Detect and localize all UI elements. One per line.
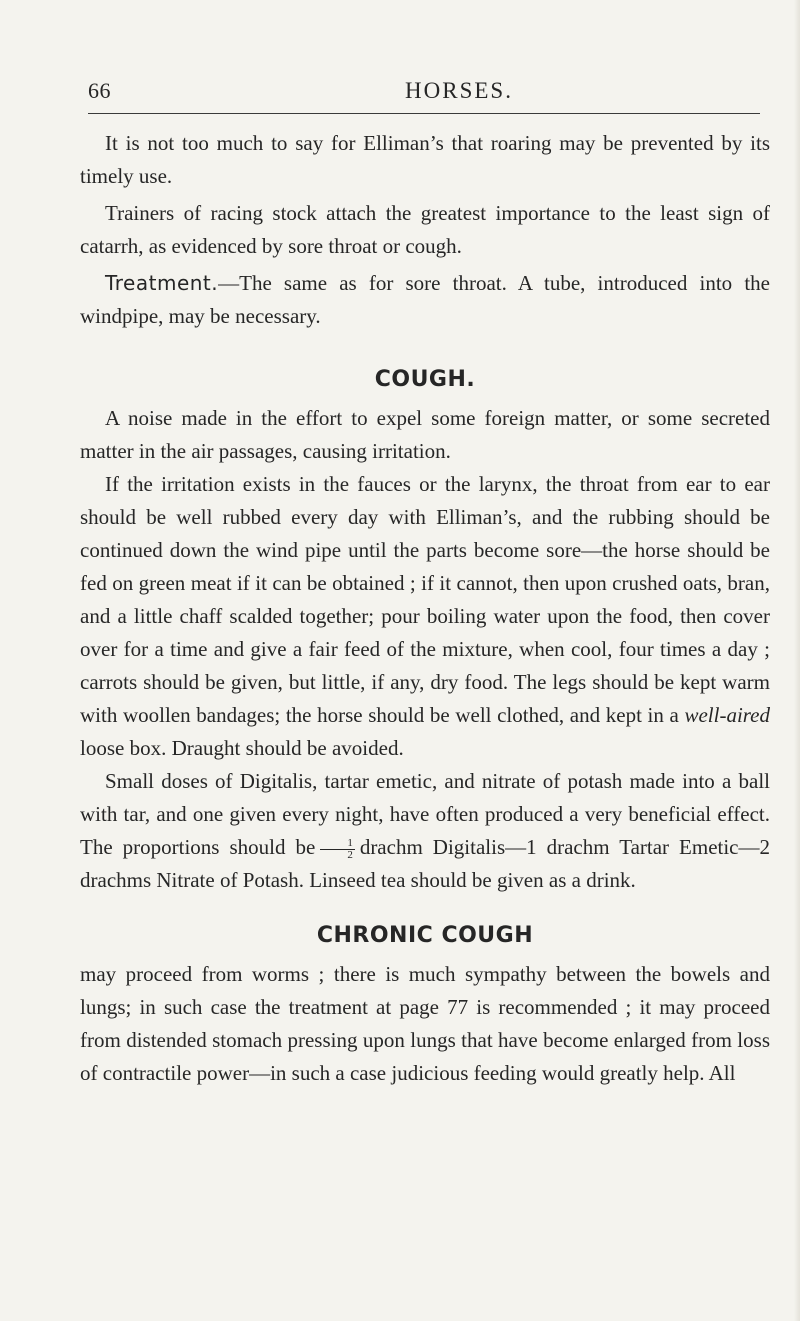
cough-paragraph-3 xyxy=(80,765,770,897)
fraction-numerator: 1 xyxy=(320,838,355,850)
cough-heading: COUGH. xyxy=(374,367,476,392)
half-fraction xyxy=(320,838,355,861)
header-rule xyxy=(88,113,760,114)
chronic-cough-heading: CHRONIC COUGH xyxy=(316,923,534,948)
treatment-label: Treatment. xyxy=(105,271,219,295)
intro-paragraph-2: Trainers of racing stock attach the greatest importance to the least sign of catarrh, as evidenced by sore throat or cough. xyxy=(80,201,770,258)
intro-paragraph-1: It is not too much to say for Elliman’s that roaring may be prevented by its timely use. xyxy=(80,131,770,188)
treatment-paragraph xyxy=(80,267,770,333)
running-title: HORSES. xyxy=(405,78,513,103)
cough-paragraph-3-end: drachm Digitalis—1 drachm Tartar Emetic—2 drachms Nitrate of Potash. Linseed tea should be given as a drink. xyxy=(80,835,770,892)
chronic-cough-paragraph: may proceed from worms ; there is much sympathy between the bowels and lungs; in such case the treatment at page 77 is recommended ; it may proceed from distended stomach pressing upon lungs that have become enlarged from loss of contractile power—in such a case judicious feeding would greatly help. All xyxy=(80,962,770,1085)
well-aired-term: well-aired xyxy=(684,703,771,727)
cough-paragraph-2 xyxy=(80,468,770,765)
cough-paragraph-2-text: If the irritation exists in the fauces or the larynx, the throat from ear to ear should be well rubbed every day with Elliman’s, and the rubbing should be continued down the wind pipe until the parts become sore—the horse should be fed on green meat if it can be obtained ; if it cannot, then upon crushed oats, bran, and a little chaff scalded together; pour boiling water upon the food, then cover over for a time and give a fair feed of the mixture, when cool, four times a day ; carrots should be given, but little, if any, dry food. The legs should be kept warm with woollen bandages; the horse should be well clothed, and kept in a xyxy=(80,472,770,727)
page-number: 66 xyxy=(88,78,111,103)
cough-paragraph-2-end: loose box. Draught should be avoided. xyxy=(80,736,404,760)
treatment-text: —The same as for sore throat. A tube, introduced into the windpipe, may be necessary. xyxy=(80,271,770,328)
fraction-denominator: 2 xyxy=(347,848,353,861)
cough-paragraph-1: A noise made in the effort to expel some foreign matter, or some secreted matter in the air passages, causing irritation. xyxy=(80,406,770,463)
page-edge-shadow xyxy=(794,0,800,1321)
running-head xyxy=(88,78,760,108)
cough-paragraph-3-text: Small doses of Digitalis, tartar emetic, and nitrate of potash made into a ball with tar, and one given every night, have often produced a very beneficial effect. The proportions should be xyxy=(80,769,770,859)
body-text xyxy=(80,127,770,1090)
